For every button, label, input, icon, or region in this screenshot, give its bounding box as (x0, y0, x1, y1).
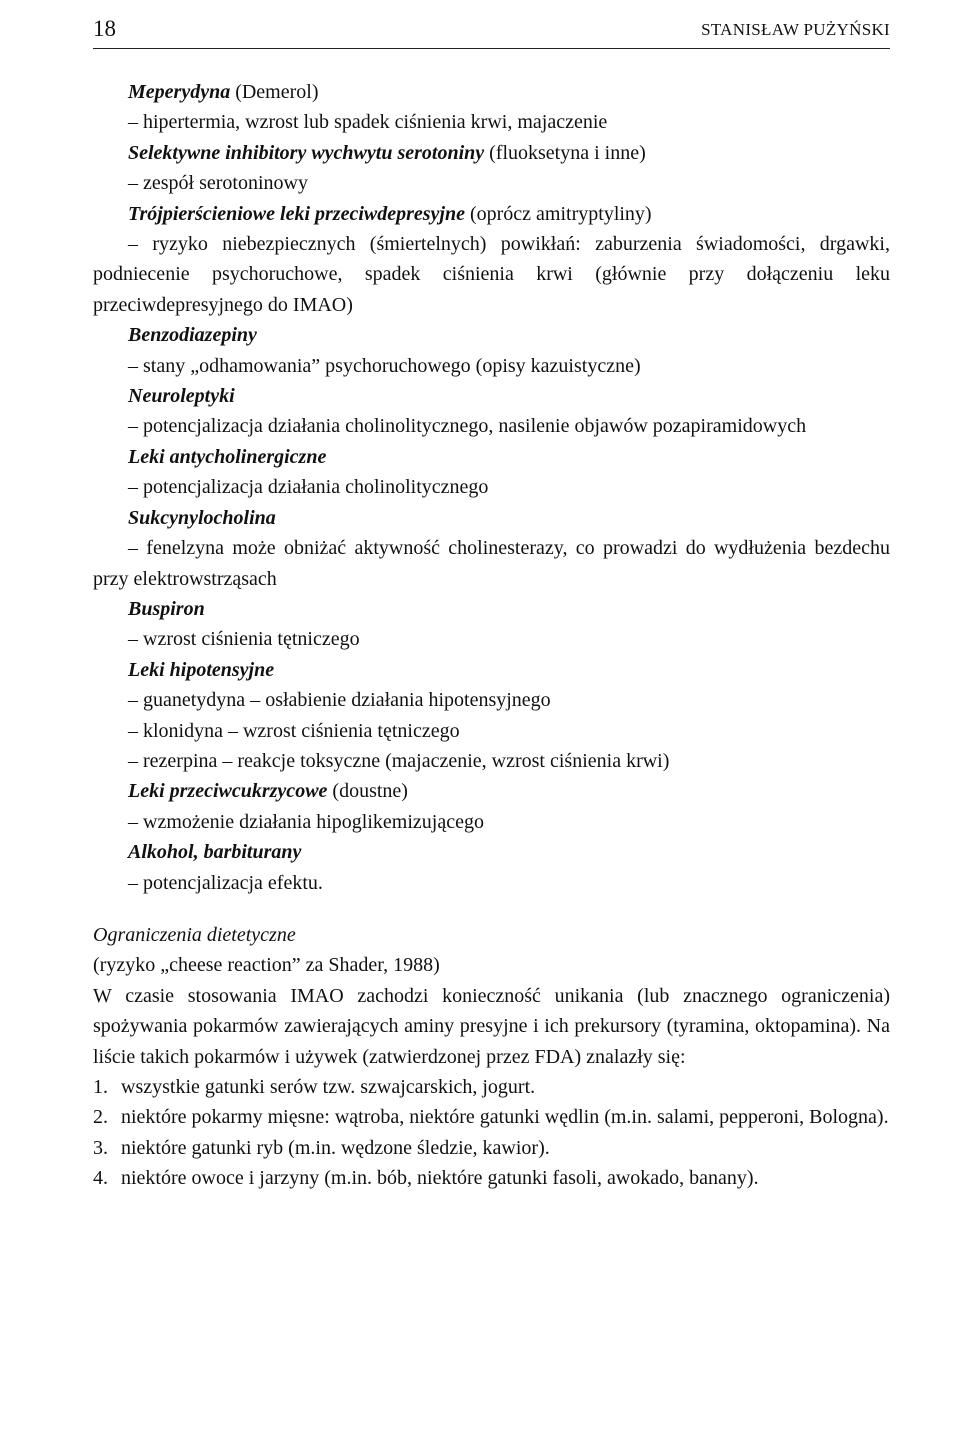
list-item (93, 1163, 890, 1193)
list-item-number: 3. (93, 1136, 108, 1159)
diet-heading: Ograniczenia dietetyczne (93, 923, 296, 946)
drug-class-name: Leki hipotensyjne (128, 658, 275, 681)
drug-class-title (93, 776, 890, 806)
list-item-number: 2. (93, 1106, 108, 1129)
drug-class-name: Benzodiazepiny (128, 324, 257, 347)
drug-class-title (93, 837, 890, 867)
interaction-effect: – guanetydyna – osłabienie działania hipotensyjnego (128, 689, 551, 712)
diet-list (93, 1072, 890, 1194)
drug-class-name: Meperydyna (128, 81, 231, 103)
drug-class-title (93, 655, 890, 685)
interaction-effect: – zespół serotoninowy (128, 172, 308, 195)
drug-class-name: Selektywne inhibitory wychwytu serotoniny (128, 141, 485, 164)
interaction-effect: – potencjalizacja działania cholinolitycznego (128, 476, 489, 499)
interaction-effect: – potencjalizacja działania cholinolitycznego, nasilenie objawów pozapiramidowych (128, 415, 807, 438)
drug-class-name: Leki przeciwcukrzycowe (128, 780, 328, 803)
interaction-effect: – klonidyna – wzrost ciśnienia tętniczego (128, 719, 460, 742)
list-item-number: 1. (93, 1076, 108, 1098)
drug-class-title (93, 320, 890, 350)
drug-class-title (93, 138, 890, 168)
drug-class-name: Buspiron (128, 597, 205, 620)
list-item-text: niektóre gatunki ryb (m.in. wędzone śledzie, kawior). (121, 1136, 550, 1159)
interaction-effect: – stany „odhamowania” psychoruchowego (opisy kazuistyczne) (128, 354, 641, 377)
section-spacer (93, 898, 890, 920)
list-item (93, 1133, 890, 1163)
drug-class-title (93, 381, 890, 411)
drug-class-title (93, 594, 890, 624)
drug-class-note: (Demerol) (230, 81, 319, 103)
drug-class-title (93, 199, 890, 229)
interaction-effect: – rezerpina – reakcje toksyczne (majaczenie, wzrost ciśnienia krwi) (128, 749, 670, 772)
interaction-effect: – wzrost ciśnienia tętniczego (128, 628, 360, 651)
interaction-effect: – hipertermia, wzrost lub spadek ciśnienia krwi, majaczenie (128, 111, 608, 134)
diet-section (93, 920, 890, 1194)
drug-class-note: (doustne) (327, 780, 408, 803)
drug-class-note: (fluoksetyna i inne) (484, 141, 646, 164)
running-head: STANISŁAW PUŻYŃSKI (701, 20, 890, 39)
list-item (93, 1102, 890, 1132)
page-number: 18 (93, 16, 116, 41)
page-content (93, 77, 890, 1194)
drug-class-title (93, 77, 890, 107)
list-item-text: wszystkie gatunki serów tzw. szwajcarskich, jogurt. (121, 1076, 536, 1098)
list-item-text: niektóre pokarmy mięsne: wątroba, niektóre gatunki wędlin (m.in. salami, pepperoni, Bologna). (121, 1106, 889, 1129)
drug-class-name: Alkohol, barbiturany (128, 841, 302, 864)
interaction-effect: – fenelzyna może obniżać aktywność cholinesterazy, co prowadzi do wydłużenia bezdechu przy elektrowstrząsach (93, 537, 890, 590)
page-header (93, 14, 890, 49)
list-item (93, 1072, 890, 1102)
drug-class-name: Trójpierścieniowe leki przeciwdepresyjne (128, 202, 465, 225)
interaction-effect: – wzmożenie działania hipoglikemizującego (128, 810, 484, 833)
diet-paragraph: W czasie stosowania IMAO zachodzi konieczność unikania (lub znacznego ograniczenia) spożywania pokarmów zawierających aminy presyjne i ich prekursory (tyramina, oktopamina). Na liście takich pokarmów i używek (zatwierdzonej przez FDA) znalazły się: (93, 984, 890, 1068)
list-item-text: niektóre owoce i jarzyny (m.in. bób, niektóre gatunki fasoli, awokado, banany). (121, 1167, 759, 1190)
interaction-effect: – ryzyko niebezpiecznych (śmiertelnych) powikłań: zaburzenia świadomości, drgawki, podniecenie psychoruchowe, spadek ciśnienia krwi (głównie przy dołączeniu leku przeciwdepresyjnego do IMAO) (93, 233, 890, 316)
drug-class-name: Leki antycholinergiczne (128, 445, 327, 468)
drug-class-title (93, 442, 890, 472)
drug-class-title (93, 503, 890, 533)
drug-class-name: Neuroleptyki (128, 385, 235, 408)
drug-class-note: (oprócz amitryptyliny) (464, 202, 652, 225)
interaction-effect: – potencjalizacja efektu. (128, 871, 323, 894)
diet-subheading: (ryzyko „cheese reaction” za Shader, 1988) (93, 954, 440, 977)
drug-class-name: Sukcynylocholina (128, 506, 276, 529)
list-item-number: 4. (93, 1167, 108, 1190)
interaction-list (93, 77, 890, 898)
